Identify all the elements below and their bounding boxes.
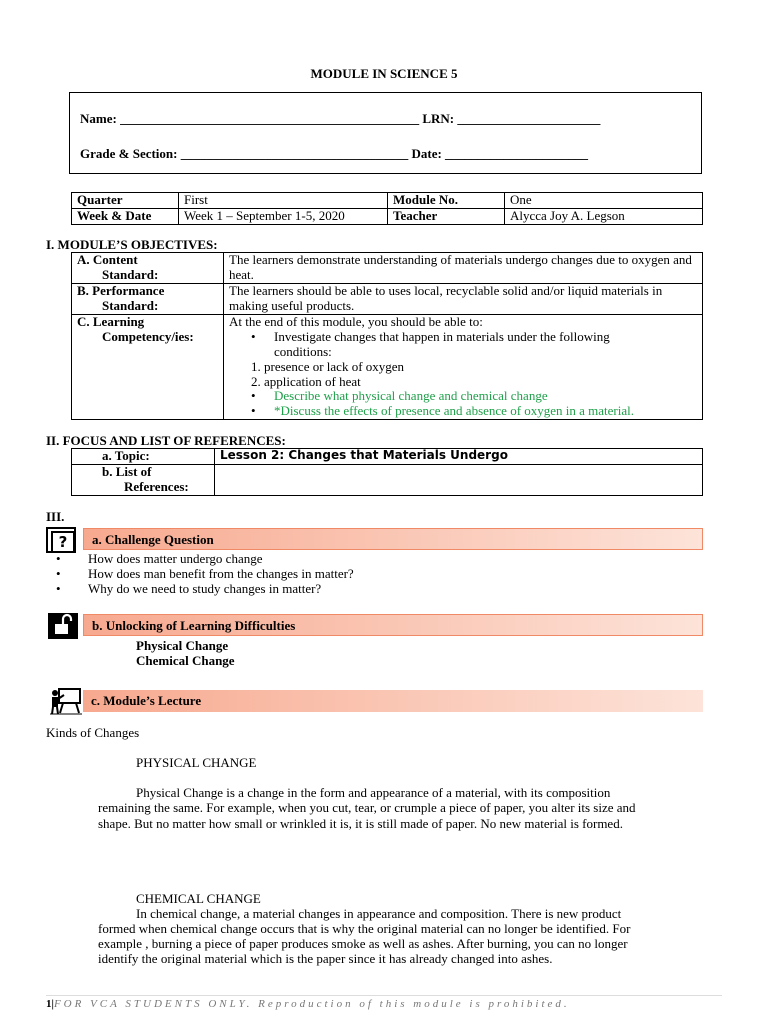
- physical-change-line-3: shape. But no matter how small or wrinkled it is, it is still made of paper. No new material is formed.: [98, 816, 623, 831]
- name-lrn-line[interactable]: Name: ______________________________________________ LRN: ______________________: [80, 111, 601, 126]
- competency-bullet-3-text: *Discuss the effects of presence and absence of oxygen in a material.: [274, 403, 635, 419]
- footer-notice: FOR VCA STUDENTS ONLY. Reproduction of this module is prohibited.: [53, 998, 570, 1010]
- references-label-1: b. List of: [102, 464, 152, 479]
- challenge-question-bar: [83, 528, 703, 550]
- challenge-questions-list: [46, 552, 706, 597]
- grade-date-line[interactable]: Grade & Section: ___________________________________ Date: ______________________: [80, 146, 589, 161]
- condition-2: 2. application of heat: [251, 373, 361, 389]
- competency-bullet-2-text: Describe what physical change and chemical change: [274, 388, 548, 404]
- topic-value: Lesson 2: Changes that Materials Undergo: [215, 449, 703, 465]
- focus-table: [71, 448, 703, 496]
- performance-standard-label-2: Standard:: [102, 297, 159, 313]
- module-label: Module No.: [388, 193, 505, 209]
- physical-change-heading: PHYSICAL CHANGE: [136, 755, 257, 770]
- module-lecture-bar: [83, 690, 703, 712]
- chemical-change-line-2: formed when chemical change occurs that is why the original material can no longer be identified. For: [98, 921, 631, 936]
- chemical-change-heading: CHEMICAL CHANGE: [136, 891, 261, 906]
- competency-bullet-3: • *Discuss the effects of presence and absence of oxygen in a material.: [251, 403, 635, 419]
- topic-label: a. Topic:: [72, 449, 215, 465]
- teacher-board-icon: [50, 687, 82, 715]
- chemical-change-line-1: In chemical change, a material changes in appearance and composition. There is new product: [136, 906, 622, 921]
- module-lecture-label: c. Module’s Lecture: [91, 693, 202, 708]
- question-icon: ?: [46, 527, 76, 553]
- content-standard-text: The learners demonstrate understanding of materials undergo changes due to oxygen and heat.: [224, 253, 703, 284]
- learning-competency-label-2: Competency/ies:: [102, 328, 194, 344]
- physical-change-line-2: remaining the same. For example, when you cut, tear, or crumple a piece of paper, you alter its size and: [98, 800, 636, 815]
- module-value: One: [505, 193, 703, 209]
- performance-standard-label-1: B. Performance: [77, 282, 165, 298]
- focus-heading: II. FOCUS AND LIST OF REFERENCES:: [46, 433, 286, 448]
- quarter-value: First: [179, 193, 388, 209]
- performance-standard-label: [72, 283, 224, 314]
- student-info-box: [69, 92, 702, 174]
- teacher-label: Teacher: [388, 208, 505, 224]
- objectives-table: [71, 252, 703, 420]
- page-footer: [46, 995, 722, 1011]
- competency-bullet-2: • Describe what physical change and chemical change: [251, 388, 548, 404]
- content-standard-label-1: A. Content: [77, 252, 138, 267]
- objectives-heading: I. MODULE’S OBJECTIVES:: [46, 237, 218, 252]
- performance-standard-text: The learners should be able to uses local, recyclable solid and/or liquid materials in making useful products.: [224, 283, 703, 314]
- term-physical-change: Physical Change: [136, 638, 229, 653]
- competency-bullet-1: • Investigate changes that happen in materials under the following conditions:: [229, 330, 697, 360]
- content-standard-label-2: Standard:: [102, 266, 159, 282]
- unlocking-bar: [83, 614, 703, 636]
- section-3-heading: III.: [46, 509, 65, 524]
- footer-separator: |: [51, 998, 54, 1010]
- condition-1: 1. presence or lack of oxygen: [251, 358, 405, 374]
- references-label: [72, 465, 215, 496]
- term-chemical-change: Chemical Change: [136, 653, 235, 668]
- chemical-change-line-4: identify the original material which is the paper since it has already changed into ashes.: [98, 951, 553, 966]
- list-item: • How does matter undergo change: [46, 552, 706, 567]
- quarter-label: Quarter: [72, 193, 179, 209]
- module-info-table: [71, 192, 703, 225]
- challenge-question-label: a. Challenge Question: [92, 532, 214, 547]
- list-item: • How does man benefit from the changes in matter?: [46, 567, 706, 582]
- references-value: [215, 465, 703, 496]
- references-label-2: References:: [124, 478, 189, 494]
- page-number: 1: [46, 998, 52, 1010]
- content-standard-label: [72, 253, 224, 284]
- learning-competency-label: [72, 314, 224, 420]
- module-title: MODULE IN SCIENCE 5: [310, 66, 458, 81]
- unlocking-label: b. Unlocking of Learning Difficulties: [92, 618, 296, 633]
- list-item: • Why do we need to study changes in matter?: [46, 582, 706, 597]
- week-label: Week & Date: [72, 208, 179, 224]
- chemical-change-line-3: example , burning a piece of paper produces smoke as well as ashes. After burning, you can no longer: [98, 936, 628, 951]
- competency-bullet-1-line-2: conditions:: [274, 343, 332, 359]
- unlock-icon: [48, 613, 78, 639]
- kinds-of-changes: Kinds of Changes: [46, 725, 140, 740]
- competency-intro: At the end of this module, you should be able to:: [229, 313, 483, 329]
- week-value: Week 1 – September 1-5, 2020: [179, 208, 388, 224]
- learning-competency-text: [224, 314, 703, 420]
- teacher-value: Alycca Joy A. Legson: [505, 208, 703, 224]
- physical-change-line-1: Physical Change is a change in the form and appearance of a material, with its composition: [136, 785, 611, 800]
- competency-bullet-1-line-1: Investigate changes that happen in materials under the following: [274, 328, 610, 344]
- learning-competency-label-1: C. Learning: [77, 313, 145, 329]
